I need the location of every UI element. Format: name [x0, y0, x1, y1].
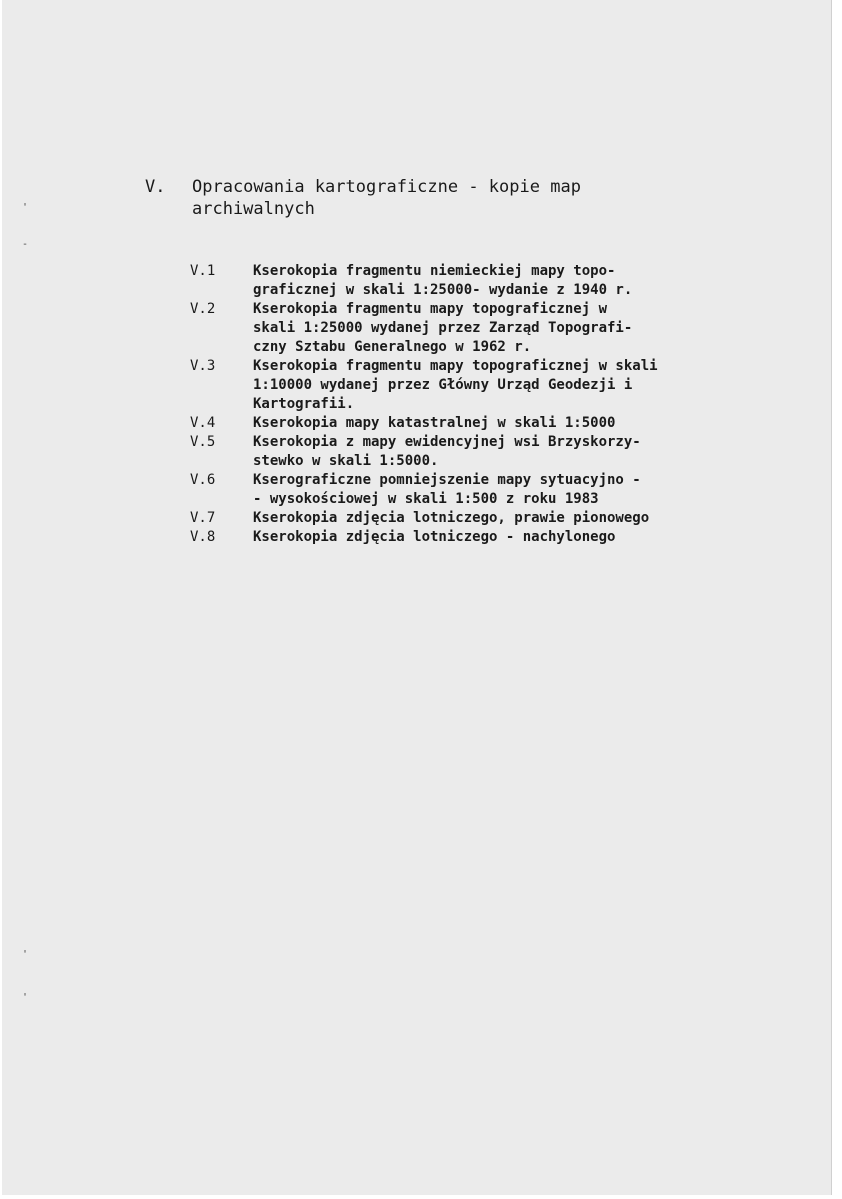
item-text: Kserokopia fragmentu niemieckiej mapy topo- graficznej w skali 1:25000- wydanie z 1940 r.: [253, 263, 633, 298]
list-item: [190, 262, 760, 300]
item-number: V.4: [190, 415, 216, 431]
item-text: Kserokopia fragmentu mapy topograficznej w skali 1:25000 wydanej przez Zarząd Topografi- czny Sztabu Generalnego w 1962 r.: [253, 301, 633, 355]
section-number: V.: [145, 177, 166, 197]
margin-mark: ': [22, 992, 29, 1003]
list-item: [190, 509, 760, 528]
list-item: [190, 471, 760, 509]
list-item: [190, 357, 760, 414]
list-item: [190, 300, 760, 357]
item-text: Kserokopia zdjęcia lotniczego, prawie pionowego: [253, 510, 650, 526]
item-text: Kserokopia zdjęcia lotniczego - nachylonego: [253, 529, 616, 545]
list-item: [190, 528, 760, 547]
item-number: V.7: [190, 510, 216, 526]
item-number: V.8: [190, 529, 216, 545]
item-text: Kserokopia z mapy ewidencyjnej wsi Brzyskorzy- stewko w skali 1:5000.: [253, 434, 641, 469]
item-number: V.3: [190, 358, 216, 374]
item-number: V.1: [190, 263, 216, 279]
margin-mark: ': [22, 949, 29, 960]
margin-mark: ': [22, 202, 29, 213]
list-item: [190, 414, 760, 433]
item-text: Kserograficzne pomniejszenie mapy sytuacyjno - - wysokościowej w skali 1:500 z roku 1983: [253, 472, 641, 507]
item-list: [190, 262, 760, 547]
item-number: V.2: [190, 301, 216, 317]
item-text: Kserokopia mapy katastralnej w skali 1:5000: [253, 415, 616, 431]
item-number: V.6: [190, 472, 216, 488]
list-item: [190, 433, 760, 471]
item-text: Kserokopia fragmentu mapy topograficznej w skali 1:10000 wydanej przez Główny Urząd Geodezji i Kartografii.: [253, 358, 658, 412]
section-title: Opracowania kartograficzne - kopie map archiwalnych: [192, 177, 581, 219]
document-page: [2, 0, 832, 1195]
item-number: V.5: [190, 434, 216, 450]
margin-mark: -: [22, 239, 29, 250]
